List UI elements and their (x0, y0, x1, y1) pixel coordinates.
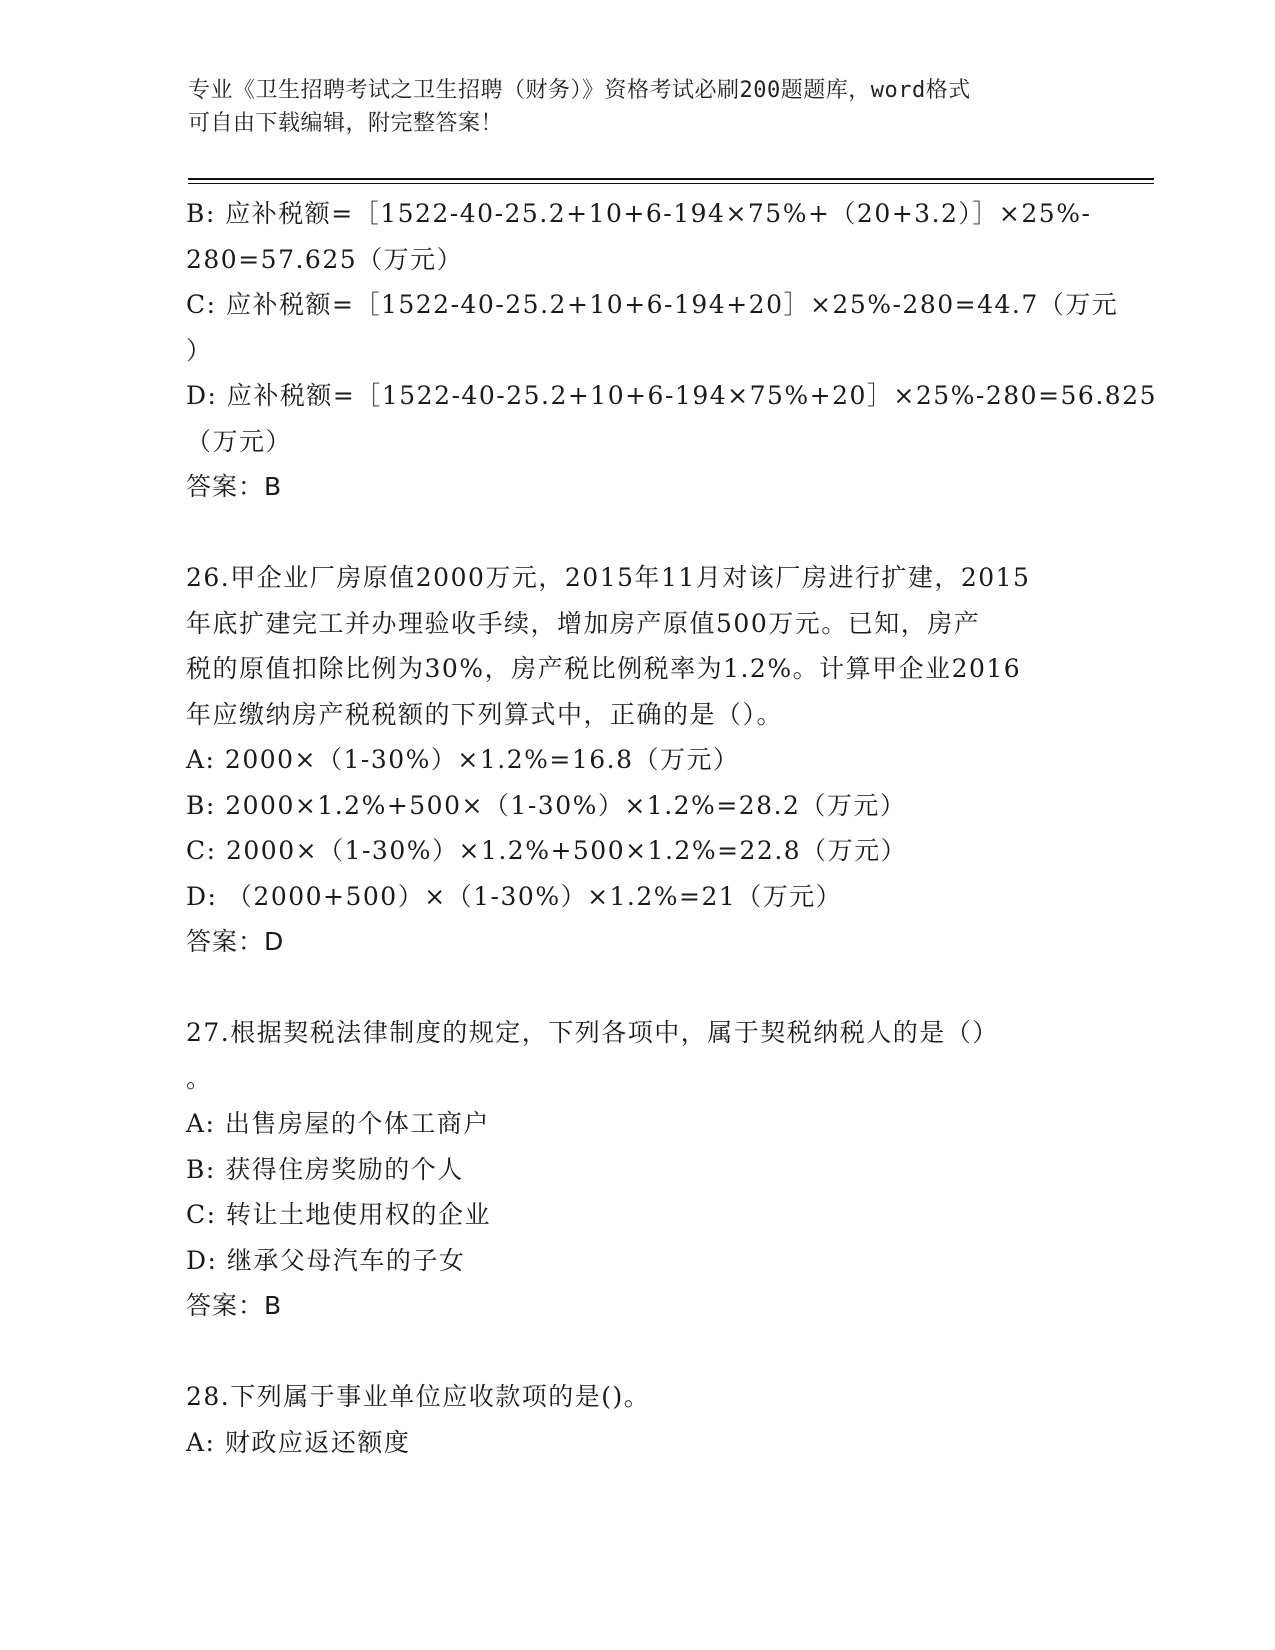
q26-stem-line-1: 26.甲企业厂房原值2000万元，2015年11月对该厂房进行扩建，2015 (186, 563, 1031, 592)
header-title-line-1: 专业《卫生招聘考试之卫生招聘（财务）》资格考试必刷200题题库，word格式 (188, 78, 971, 103)
spacer (186, 965, 1086, 1011)
q27-answer: 答案：B (186, 1291, 283, 1320)
spacer (186, 510, 1086, 556)
q25-option-b-line-2: 280=57.625（万元） (186, 244, 464, 274)
question-27-block (186, 1010, 1086, 1329)
q27-option-c: C: 转让土地使用权的企业 (186, 1200, 491, 1229)
q26-option-b: B: 2000×1.2%+500×（1-30%）×1.2%=28.2（万元） (186, 790, 907, 820)
q26-option-c: C: 2000×（1-30%）×1.2%+500×1.2%=22.8（万元） (186, 836, 908, 865)
q25-option-b-line-1: B: 应补税额=［1522-40-25.2+10+6-194×75%+（20+3.2）］×25%- (186, 199, 1092, 228)
question-28-block (186, 1374, 1086, 1465)
header-title-line-2: 可自由下载编辑，附完整答案！ (188, 111, 504, 136)
question-25-block (186, 191, 1158, 510)
q27-option-b: B: 获得住房奖励的个人 (186, 1154, 464, 1184)
q26-stem-line-3: 税的原值扣除比例为30%，房产税比例税率为1.2%。计算甲企业2016 (186, 654, 1022, 683)
header-divider-thick (188, 178, 1154, 180)
q26-option-d: D: （2000+500）×（1-30%）×1.2%=21（万元） (186, 881, 843, 911)
q26-answer: 答案：D (186, 927, 285, 956)
spacer (186, 1329, 1086, 1375)
q28-stem-line-1: 28.下列属于事业单位应收款项的是()。 (186, 1382, 651, 1411)
q26-option-a: A: 2000×（1-30%）×1.2%=16.8（万元） (186, 745, 740, 774)
q25-answer: 答案：B (186, 472, 283, 501)
q27-stem-line-2: 。 (186, 1063, 213, 1093)
q25-option-d-line-2: （万元） (186, 426, 293, 456)
q25-option-d-line-1: D: 应补税额=［1522-40-25.2+10+6-194×75%+20］×25%-280=56.825 (186, 381, 1158, 410)
q25-option-c-line-1: C: 应补税额=［1522-40-25.2+10+6-194+20］×25%-280=44.7（万元 (186, 290, 1119, 319)
page-header (188, 74, 1068, 140)
q26-stem-line-4: 年应缴纳房产税税额的下列算式中，正确的是（）。 (186, 699, 784, 729)
header-divider-thin (188, 183, 1154, 184)
q28-option-a: A: 财政应返还额度 (186, 1427, 411, 1457)
q27-option-d: D: 继承父母汽车的子女 (186, 1245, 466, 1275)
q27-stem-line-1: 27.根据契税法律制度的规定，下列各项中，属于契税纳税人的是（） (186, 1018, 999, 1047)
q27-option-a: A: 出售房屋的个体工商户 (186, 1109, 490, 1138)
q26-stem-line-2: 年底扩建完工并办理验收手续，增加房产原值500万元。已知，房产 (186, 608, 981, 638)
question-26-block (186, 555, 1086, 965)
question-content (186, 191, 1158, 1465)
q25-option-c-line-2: ） (186, 335, 213, 365)
